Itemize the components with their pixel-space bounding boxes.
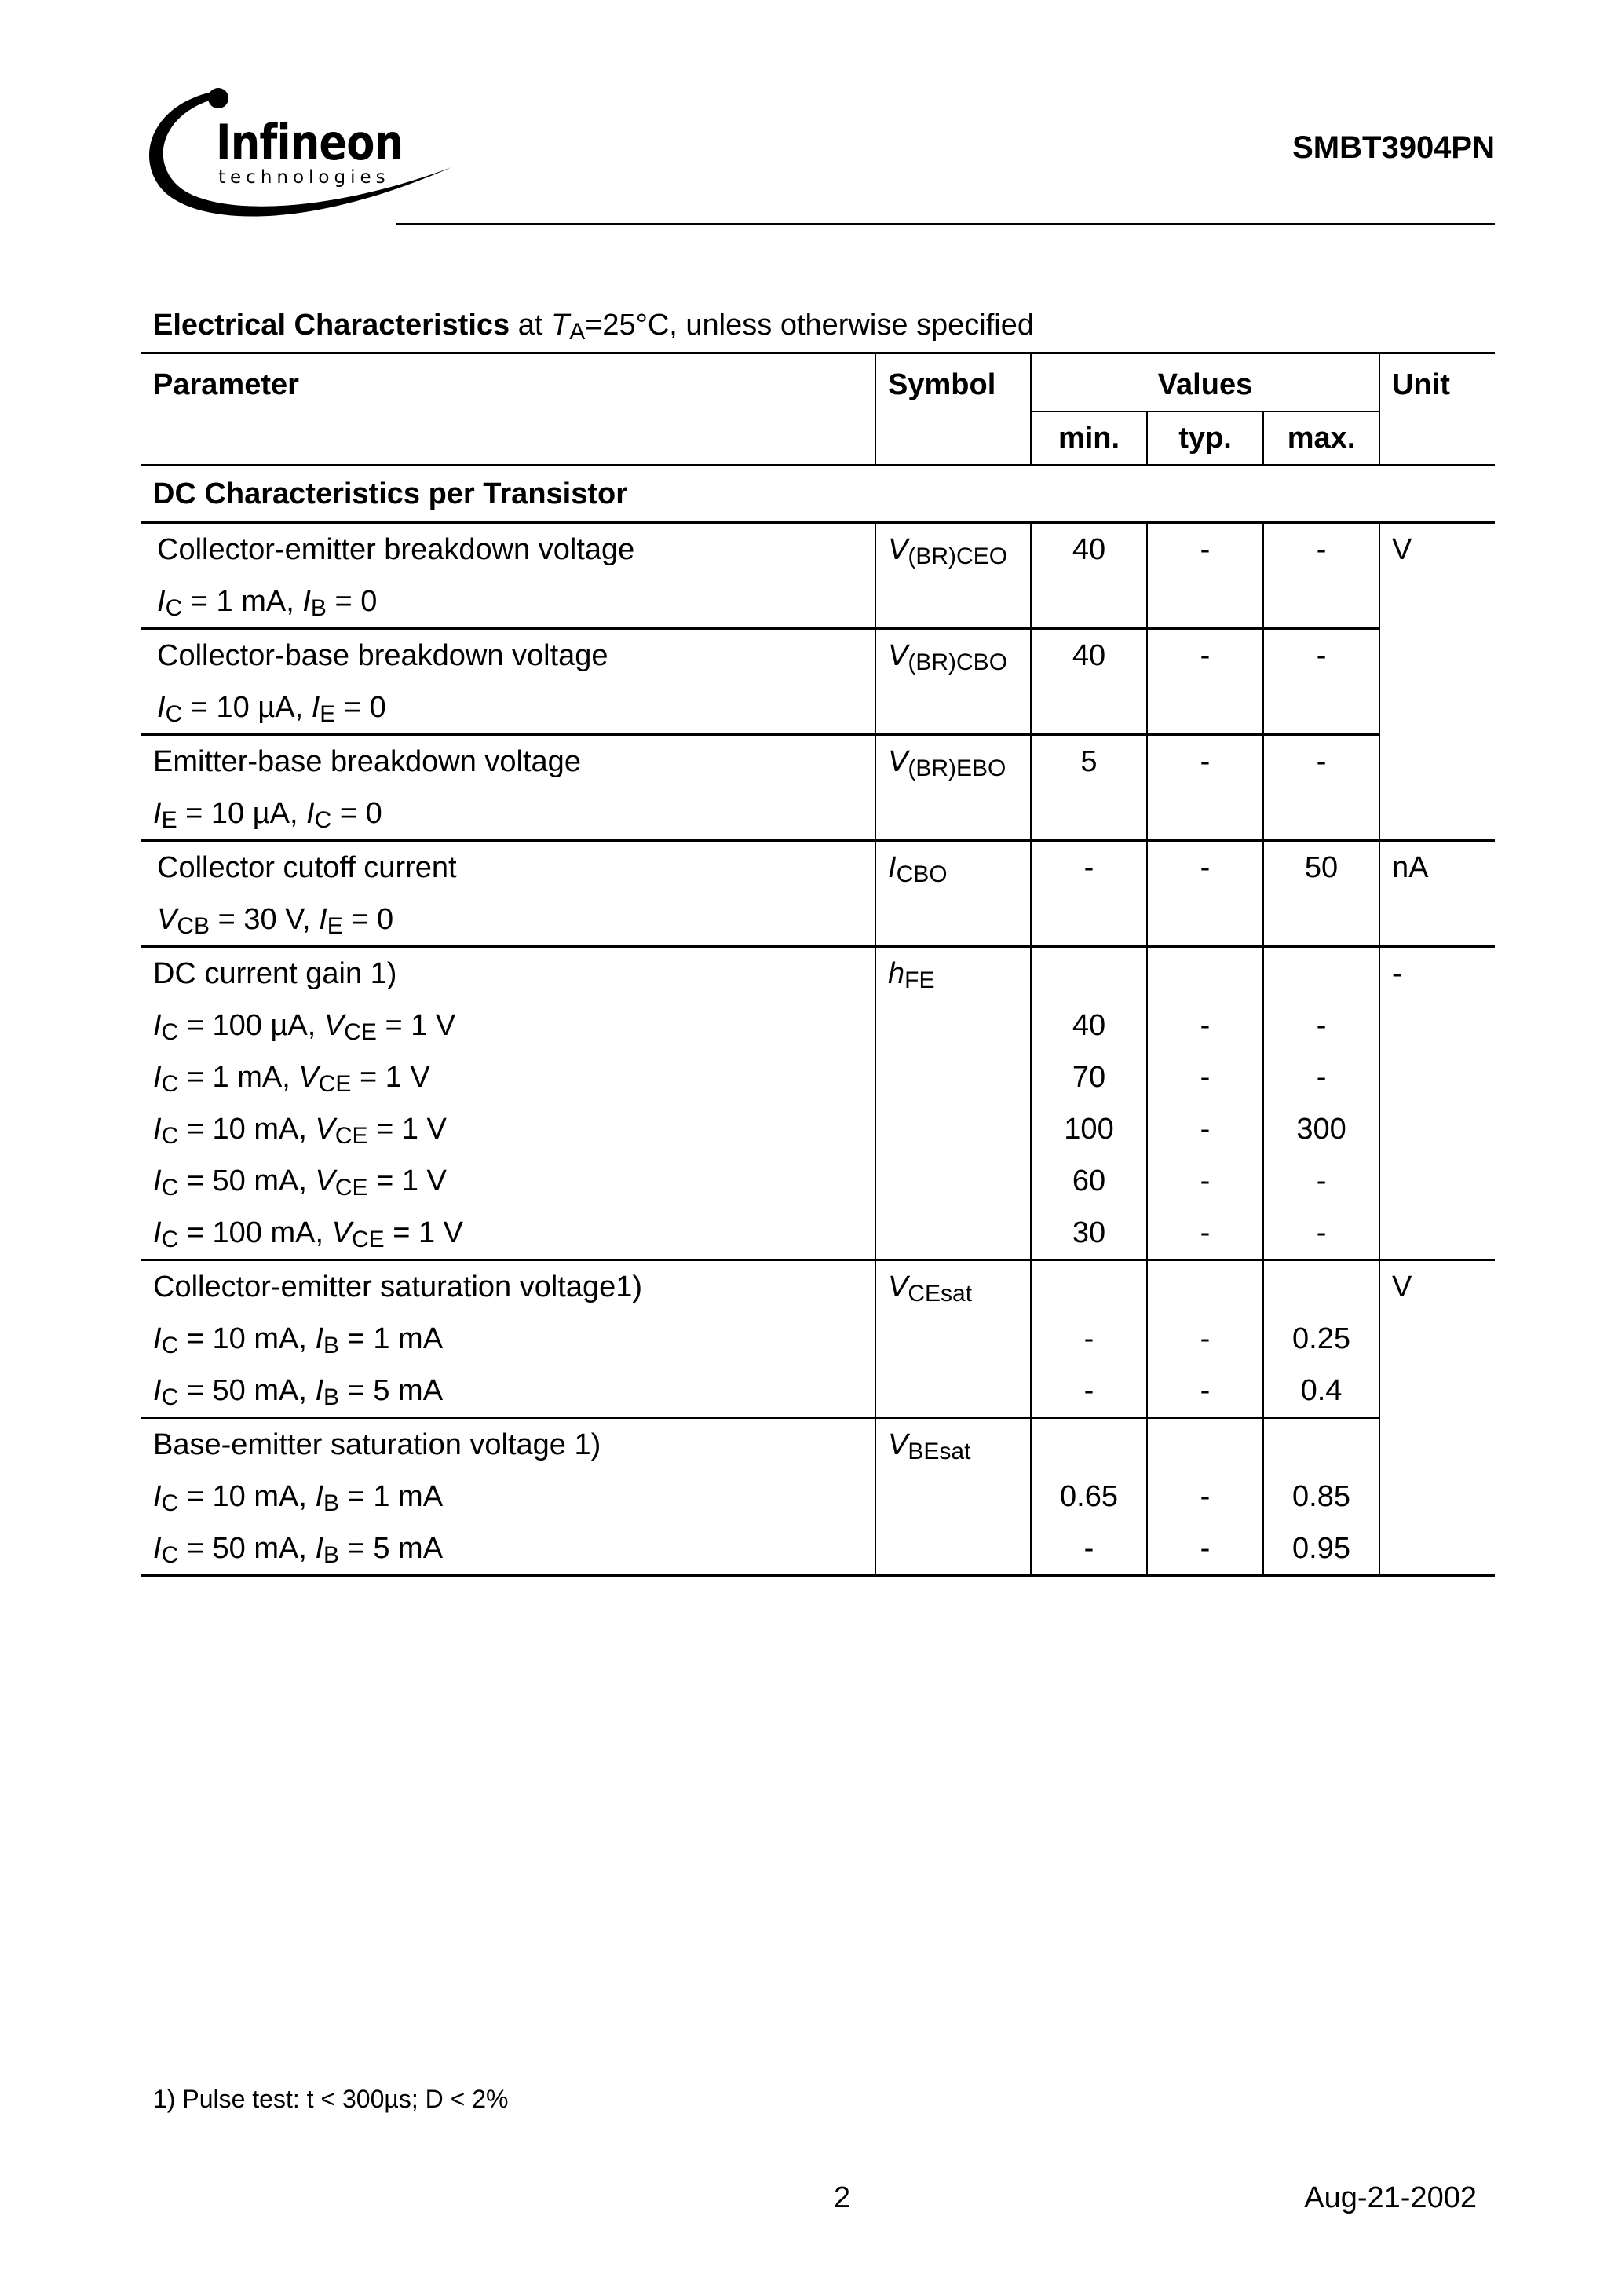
param-condition: $I_C = 10$ mA, $I_B = 1$ mA: [153, 1322, 444, 1358]
symbol-cell: $V_{(BR)CBO}$: [875, 629, 1031, 735]
typ-cell: - - - - -: [1147, 947, 1263, 1260]
table-caption: [153, 309, 1034, 345]
document-date: Aug-21-2002: [1304, 2181, 1477, 2214]
param-condition: $I_C = 10$ mA, $V_{CE} = 1$ V: [153, 1113, 447, 1149]
param-condition: $I_C = 100$ µA, $V_{CE} = 1$ V: [153, 1009, 456, 1045]
typ-cell: - -: [1147, 1260, 1263, 1418]
symbol-cell: $V_{(BR)EBO}$: [875, 735, 1031, 841]
table-row: [141, 523, 1495, 629]
symbol-cell: $V_{CEsat}$: [875, 1260, 1031, 1418]
table-row: [141, 1260, 1495, 1418]
header-min: min.: [1031, 411, 1147, 466]
caption-ta-sub: A: [569, 319, 586, 345]
min-cell: - -: [1031, 1260, 1147, 1418]
header-symbol: Symbol: [875, 353, 1031, 466]
min-cell: 40 70 100 60 30: [1031, 947, 1147, 1260]
param-name: DC current gain 1): [153, 957, 397, 990]
caption-title: Electrical Characteristics: [153, 309, 510, 342]
header-typ: typ.: [1147, 411, 1263, 466]
caption-ta-symbol: T: [550, 309, 570, 342]
param-cell: [141, 947, 875, 1260]
symbol-cell: $h_{FE}$: [875, 947, 1031, 1260]
symbol-cell: $V_{BEsat}$: [875, 1418, 1031, 1576]
caption-ta-rest: =25°C, unless otherwise specified: [585, 309, 1034, 342]
min-cell: 5: [1031, 735, 1147, 841]
min-cell: -: [1031, 841, 1147, 947]
caption-at: at: [510, 309, 551, 342]
param-cell: [141, 1260, 875, 1418]
param-cell: [141, 841, 875, 947]
symbol-cell: $V_{(BR)CEO}$: [875, 523, 1031, 629]
min-cell: 40: [1031, 629, 1147, 735]
typ-cell: -: [1147, 629, 1263, 735]
table-header-row: [141, 353, 1495, 412]
param-name: Emitter-base breakdown voltage: [153, 745, 581, 778]
typ-cell: -: [1147, 523, 1263, 629]
logo-wordmark: Infineon: [216, 114, 404, 171]
part-number: SMBT3904PN: [1292, 130, 1495, 165]
param-name: Collector cutoff current: [157, 851, 457, 884]
param-condition: $I_C = 10$ mA, $I_B = 1$ mA: [153, 1480, 444, 1516]
logo-subtitle: technologies: [218, 167, 390, 188]
unit-cell: V: [1379, 523, 1495, 841]
param-name: Base-emitter saturation voltage 1): [153, 1428, 601, 1461]
section-row: [141, 466, 1495, 523]
header-max: max.: [1263, 411, 1379, 466]
param-condition: $I_C = 100$ mA, $V_{CE} = 1$ V: [153, 1216, 464, 1252]
param-name: Collector-emitter saturation voltage1): [153, 1270, 643, 1303]
max-cell: -: [1263, 735, 1379, 841]
header-values: Values: [1031, 353, 1379, 412]
param-condition: $I_E = 10$ µA, $I_C = 0$: [153, 797, 382, 833]
min-cell: 40: [1031, 523, 1147, 629]
max-cell: 50: [1263, 841, 1379, 947]
param-condition: $I_C = 1$ mA, $V_{CE} = 1$ V: [153, 1061, 430, 1097]
max-cell: 0.25 0.4: [1263, 1260, 1379, 1418]
infineon-logo: [133, 75, 463, 232]
footnote: 1) Pulse test: t < 300µs; D < 2%: [153, 2085, 509, 2113]
table-row: [141, 735, 1495, 841]
table-row: [141, 629, 1495, 735]
param-condition: $V_{CB} = 30$ V, $I_E = 0$: [157, 903, 394, 939]
param-condition: $I_C = 50$ mA, $V_{CE} = 1$ V: [153, 1164, 447, 1201]
min-cell: 0.65 -: [1031, 1418, 1147, 1576]
max-cell: - - 300 - -: [1263, 947, 1379, 1260]
param-cell: [141, 523, 875, 629]
param-condition: $I_C = 1$ mA, $I_B = 0$: [157, 585, 378, 621]
page-number: 2: [834, 2181, 851, 2214]
header-rule: [396, 223, 1495, 225]
table-row: [141, 947, 1495, 1260]
max-cell: -: [1263, 523, 1379, 629]
table-row: [141, 1418, 1495, 1576]
param-condition: $I_C = 50$ mA, $I_B = 5$ mA: [153, 1532, 444, 1568]
param-cell: [141, 629, 875, 735]
param-cell: [141, 735, 875, 841]
typ-cell: -: [1147, 735, 1263, 841]
max-cell: -: [1263, 629, 1379, 735]
param-name: Collector-base breakdown voltage: [157, 639, 608, 672]
max-cell: 0.85 0.95: [1263, 1418, 1379, 1576]
electrical-characteristics-table: [141, 352, 1495, 1577]
header-unit: Unit: [1379, 353, 1495, 466]
typ-cell: - -: [1147, 1418, 1263, 1576]
param-condition: $I_C = 10$ µA, $I_E = 0$: [157, 691, 386, 727]
table-row: [141, 841, 1495, 947]
symbol-cell: $I_{CBO}$: [875, 841, 1031, 947]
unit-cell: -: [1379, 947, 1495, 1260]
unit-cell: V: [1379, 1260, 1495, 1576]
param-condition: $I_C = 50$ mA, $I_B = 5$ mA: [153, 1374, 444, 1410]
typ-cell: -: [1147, 841, 1263, 947]
param-name: Collector-emitter breakdown voltage: [157, 533, 635, 566]
unit-cell: nA: [1379, 841, 1495, 947]
header-parameter: Parameter: [141, 353, 875, 466]
param-cell: [141, 1418, 875, 1576]
section-title: DC Characteristics per Transistor: [141, 466, 1495, 523]
